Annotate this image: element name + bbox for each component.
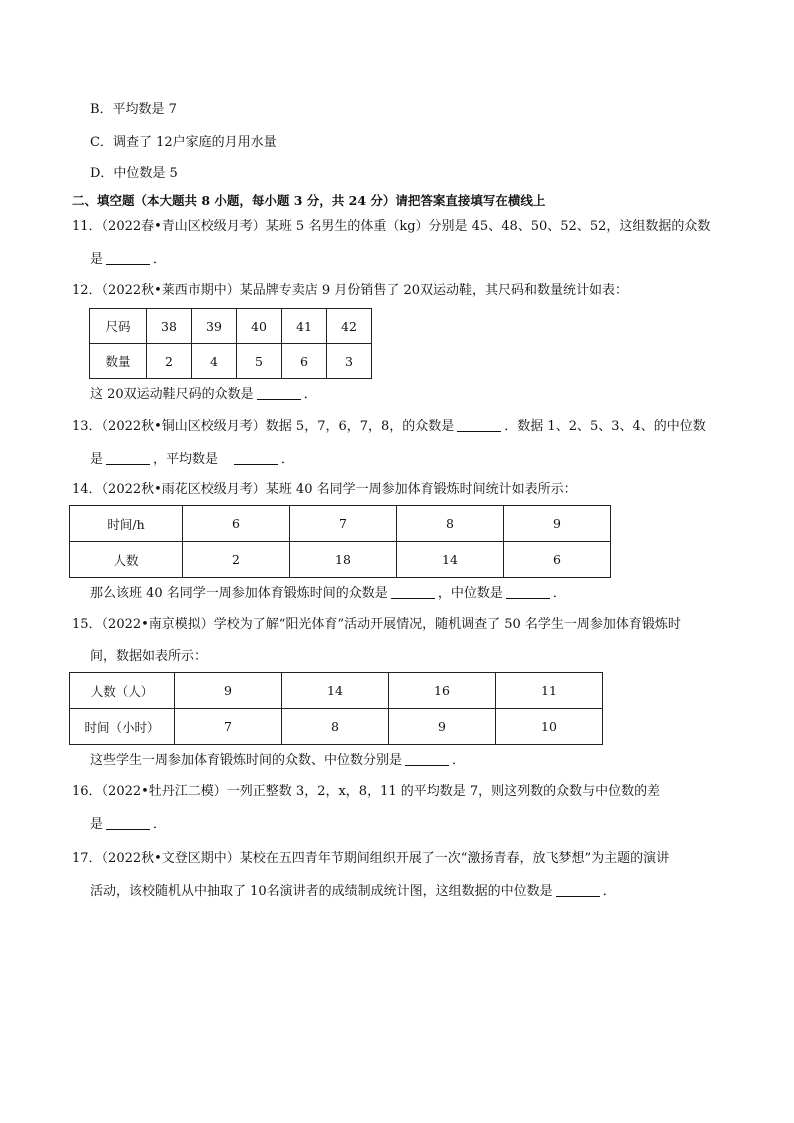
q13-median-blank[interactable]	[106, 450, 150, 465]
table-row	[90, 344, 372, 379]
table-cell: 人数（人）	[70, 673, 175, 709]
q17-prefix: 活动，该校随机从中抽取了 10名演讲者的成绩制成统计图，这组数据的中位数是	[90, 884, 553, 899]
table-cell: 39	[192, 309, 237, 344]
q14-time-table	[69, 505, 611, 578]
table-cell: 8	[282, 709, 389, 745]
q12-after	[90, 385, 317, 404]
q11-line1: 11．（2022春•青山区校级月考）某班 5 名男生的体重（kg）分别是 45、48、50、52、52，这组数据的众数	[72, 219, 711, 234]
q15-line2: 间，数据如表所示：	[90, 649, 208, 664]
q17-suffix: ．	[602, 884, 616, 899]
q13-mean-blank[interactable]	[234, 450, 278, 465]
q12-line1: 12．（2022秋•莱西市期中）某品牌专卖店 9 月份销售了 20双运动鞋，其尺码和数量统计如表：	[72, 283, 629, 298]
table-cell: 9	[175, 673, 282, 709]
q15-line1: 15．（2022•南京模拟）学校为了解“阳光体育”活动开展情况，随机调查了 50 名学生一周参加体育锻炼时	[72, 617, 681, 632]
q14-after-suffix: ．	[552, 586, 566, 601]
q15-survey-table	[69, 672, 603, 745]
q16-answer-blank[interactable]	[106, 815, 150, 830]
q11-answer-blank[interactable]	[106, 250, 150, 265]
q13-line1	[72, 417, 706, 436]
table-cell: 14	[282, 673, 389, 709]
q17-line2	[90, 882, 616, 901]
q15-after-suffix: ．	[452, 753, 466, 768]
table-cell: 人数	[70, 542, 183, 578]
table-row	[70, 542, 611, 578]
table-row	[70, 506, 611, 542]
table-cell: 9	[504, 506, 611, 542]
q11-line2	[90, 250, 166, 269]
q16-suffix: ．	[153, 817, 167, 832]
table-cell: 5	[237, 344, 282, 379]
q13-line2	[90, 450, 294, 469]
q12-after-suffix: ．	[303, 387, 317, 402]
q14-median-blank[interactable]	[506, 584, 550, 599]
q17-answer-blank[interactable]	[556, 882, 600, 897]
q13-mode-blank[interactable]	[457, 417, 501, 432]
q12-answer-blank[interactable]	[257, 385, 301, 400]
table-cell: 6	[183, 506, 290, 542]
table-cell: 4	[192, 344, 237, 379]
q15-after	[90, 751, 465, 770]
q14-after-mid: ，中位数是	[437, 586, 503, 601]
table-cell: 3	[327, 344, 372, 379]
q13-prefix: 13．（2022秋•铜山区校级月考）数据 5，7，6，7，8，的众数是	[72, 419, 455, 434]
table-cell: 6	[282, 344, 327, 379]
table-cell: 时间/h	[70, 506, 183, 542]
q17-line1: 17．（2022秋•文登区期中）某校在五四青年节期间组织开展了一次“激扬青春，放飞梦想”为主题的演讲	[72, 851, 670, 866]
q12-size-table	[89, 308, 372, 379]
q14-after-prefix: 那么该班 40 名同学一周参加体育锻炼时间的众数是	[90, 586, 388, 601]
q13-line2-prefix: 是	[90, 452, 104, 467]
q16-prefix: 是	[90, 817, 104, 832]
table-cell: 16	[389, 673, 496, 709]
option-c: C．调查了 12户家庭的月用水量	[90, 135, 277, 150]
table-cell: 41	[282, 309, 327, 344]
q15-after-prefix: 这些学生一周参加体育锻炼时间的众数、中位数分别是	[90, 753, 403, 768]
table-cell: 14	[397, 542, 504, 578]
section-header: 二、填空题（本大题共 8 小题，每小题 3 分，共 24 分）请把答案直接填写在横线上	[72, 193, 546, 208]
option-b: B．平均数是 7	[90, 102, 177, 117]
table-row	[90, 309, 372, 344]
table-row	[70, 673, 603, 709]
option-d: D．中位数是 5	[90, 166, 178, 181]
table-cell: 9	[389, 709, 496, 745]
table-cell: 11	[496, 673, 603, 709]
table-cell: 2	[183, 542, 290, 578]
table-cell: 38	[147, 309, 192, 344]
q13-line2-suffix: ．	[281, 452, 295, 467]
table-cell: 18	[290, 542, 397, 578]
q14-after	[90, 584, 566, 603]
q11-prefix: 是	[90, 252, 104, 267]
table-cell: 8	[397, 506, 504, 542]
q13-suffix: ．数据 1、2、5、3、4、的中位数	[504, 419, 706, 434]
table-cell: 2	[147, 344, 192, 379]
q14-mode-blank[interactable]	[391, 584, 435, 599]
table-cell: 42	[327, 309, 372, 344]
q11-suffix: ．	[153, 252, 167, 267]
q16-line1: 16．（2022•牡丹江二模）一列正整数 3，2，x，8，11 的平均数是 7，则这列数的众数与中位数的差	[72, 784, 661, 799]
q15-answer-blank[interactable]	[405, 751, 449, 766]
table-cell: 10	[496, 709, 603, 745]
table-cell: 尺码	[90, 309, 147, 344]
table-cell: 6	[504, 542, 611, 578]
q12-after-prefix: 这 20双运动鞋尺码的众数是	[90, 387, 254, 402]
table-cell: 7	[175, 709, 282, 745]
q16-line2	[90, 815, 166, 834]
table-cell: 时间（小时）	[70, 709, 175, 745]
q14-line1: 14．（2022秋•雨花区校级月考）某班 40 名同学一周参加体育锻炼时间统计如表所示：	[72, 482, 577, 497]
table-row	[70, 709, 603, 745]
q13-line2-mid: ，平均数是	[153, 452, 219, 467]
table-cell: 7	[290, 506, 397, 542]
table-cell: 40	[237, 309, 282, 344]
table-cell: 数量	[90, 344, 147, 379]
